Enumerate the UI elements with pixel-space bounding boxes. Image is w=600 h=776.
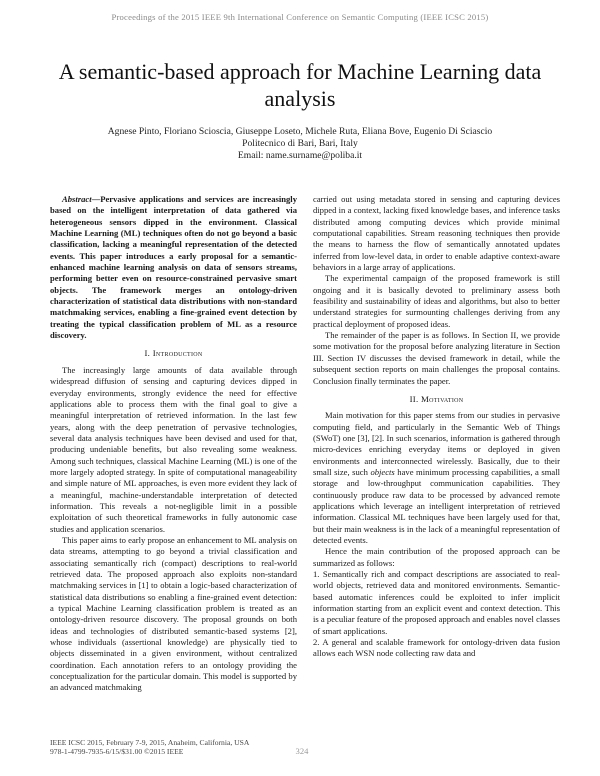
paragraph: The experimental campaign of the proposed framework is still ongoing and it is basically devoted to preliminary assess both feasibility and sustainability of ideas and algorithms, but also to better understand strategies for surmounting challenges deriving from any practical deployment of proposed ideas. <box>313 273 560 329</box>
paragraph <box>313 410 560 546</box>
section-title: Motivation <box>421 393 464 404</box>
section-heading-introduction <box>50 348 297 359</box>
paragraph: Hence the main contribution of the proposed approach can be summarized as follows: <box>313 546 560 568</box>
left-column <box>50 194 297 694</box>
list-item: 1. Semantically rich and compact descriptions are associated to real-world objects, retrieved data and monitored environments. Semantic-based automatic inferences could be exploited to infer implicit information starting from an explicit event and context detection. This is a peculiar feature of the proposed approach and enables novel classes of smart applications. <box>313 569 560 636</box>
paragraph: The remainder of the paper is as follows. In Section II, we provide some motivation for the proposal before analyzing literature in Section III. Section IV discusses the devised framework in detail, while the subsequent section reports on main challenges the proposal contains. Conclusion finally terminates the paper. <box>313 330 560 386</box>
abstract <box>50 194 297 341</box>
footer-line: 978-1-4799-7935-6/15/$31.00 ©2015 IEEE <box>50 747 184 757</box>
section-heading-motivation <box>313 394 560 405</box>
email: Email: name.surname@poliba.it <box>237 150 363 161</box>
author-block <box>40 126 560 162</box>
emphasis: objects <box>370 466 395 477</box>
conference-header: Proceedings of the 2015 IEEE 9th International Conference on Semantic Computing (IEEE ICSC 2015) <box>111 12 489 22</box>
author-list: Agnese Pinto, Floriano Scioscia, Giuseppe Loseto, Michele Ruta, Eliana Bove, Eugenio Di Sciascio <box>107 126 493 137</box>
text-run: have minimum processing capabilities, a small storage and low-throughput communication capabilities. They continuously produce raw data to be processed by advanced remote applications which leverage an intelligent interpretation of retrieved information. Classical ML techniques have been largely used for that, but their main weakness is in the lack of a meaningful representation of detected events. <box>313 466 560 545</box>
abstract-label: Abstract <box>62 194 92 204</box>
paper-title: A semantic-based approach for Machine Learning data analysis <box>58 59 542 111</box>
abstract-text: Pervasive applications and services are increasingly based on the intelligent interpretation of data gathered via heterogeneous sensors dipped in the environment. Classical Machine Learning (ML) techniques often do not go beyond a basic classification, lacking a meaningful representation of the detected events. This paper introduces a early proposal for a semantic-enhanced machine learning analysis on data of sensors streams, performing better even on resource-constrained pervasive smart objects. The framework merges an ontology-driven characterization of statistical data distributions with non-standard matchmaking services, enabling a fine-grained event detection by treating the typical classification problem of ML as a resource discovery. <box>50 194 297 341</box>
footer-line: IEEE ICSC 2015, February 7-9, 2015, Anaheim, California, USA <box>50 738 250 747</box>
text-run: Main motivation for this paper stems from our studies in pervasive computing field, and particularly in the Semantic Web of Things (SWoT) one [3], [2]. In such scenarios, information is gathered through micro-devices enriching everyday items or deployed in given environments and interconnected wirelessly. Basically, due to their small size, such <box>313 410 560 477</box>
paragraph: The increasingly large amounts of data available through widespread diffusion of sensing and capturing devices dipped in everyday environments, strongly evidence the need for effective applications able to process them with the final goal to give a meaningful interpretation of retrieved information. In the last few years, along with the deep penetration of pervasive technologies, several data analysis techniques have been devised and used for that, producing undeniable benefits, but also revealing some weakness. Among such techniques, classical Machine Learning (ML) is one of the more largely adopted strategy. In spite of computational manageability and simple nature of ML approaches, is even more evident they lack of a meaningful, machine-understandable interpretation of detected information. This reveals a not-negligible limit in a possible exploitation of such theoretical frameworks in fully autonomic case studies and application scenarios. <box>50 364 297 534</box>
section-number: I. <box>144 348 151 359</box>
abstract-dash: — <box>91 194 101 204</box>
paragraph: carried out using metadata stored in sensing and capturing devices dipped in a context, lacking fixed knowledge bases, and inference tasks distributed among computing devices which provide minimal computational capabilities. Stream reasoning techniques then provide the means to harness the flow of semantically annotated updates inferred from low-level data, in order to enable adaptive context-aware behaviors in a large array of applications. <box>313 194 560 273</box>
section-title: Introduction <box>152 348 203 359</box>
section-number: II. <box>409 393 419 404</box>
affiliation: Politecnico di Bari, Bari, Italy <box>242 138 358 149</box>
page-number: 324 <box>295 746 309 756</box>
list-item: 2. A general and scalable framework for ontology-driven data fusion allows each WSN node collecting raw data and <box>313 637 560 659</box>
paragraph: This paper aims to early propose an enhancement to ML analysis on data streams, attempting to go beyond a trivial classification and associating semantically rich (compact) descriptions to real-world retrieved data. The proposed approach also exploits non-standard matchmaking services in [1] to obtain a logic-based characterization of statistical data distributions so enabling a fine-grained event detection: a typical Machine Learning classification problem is treated as an ontology-driven resource discovery. The proposal grounds on both ideas and technologies of distributed semantic-based systems [2], whose individuals (assertional knowledge) are physically tied to objects disseminated in a given environment, without centralized coordination. Each annotation refers to an ontology providing the conceptualization for the particular domain. This model is supported by an advanced matchmaking <box>50 534 297 693</box>
right-column <box>313 194 560 660</box>
